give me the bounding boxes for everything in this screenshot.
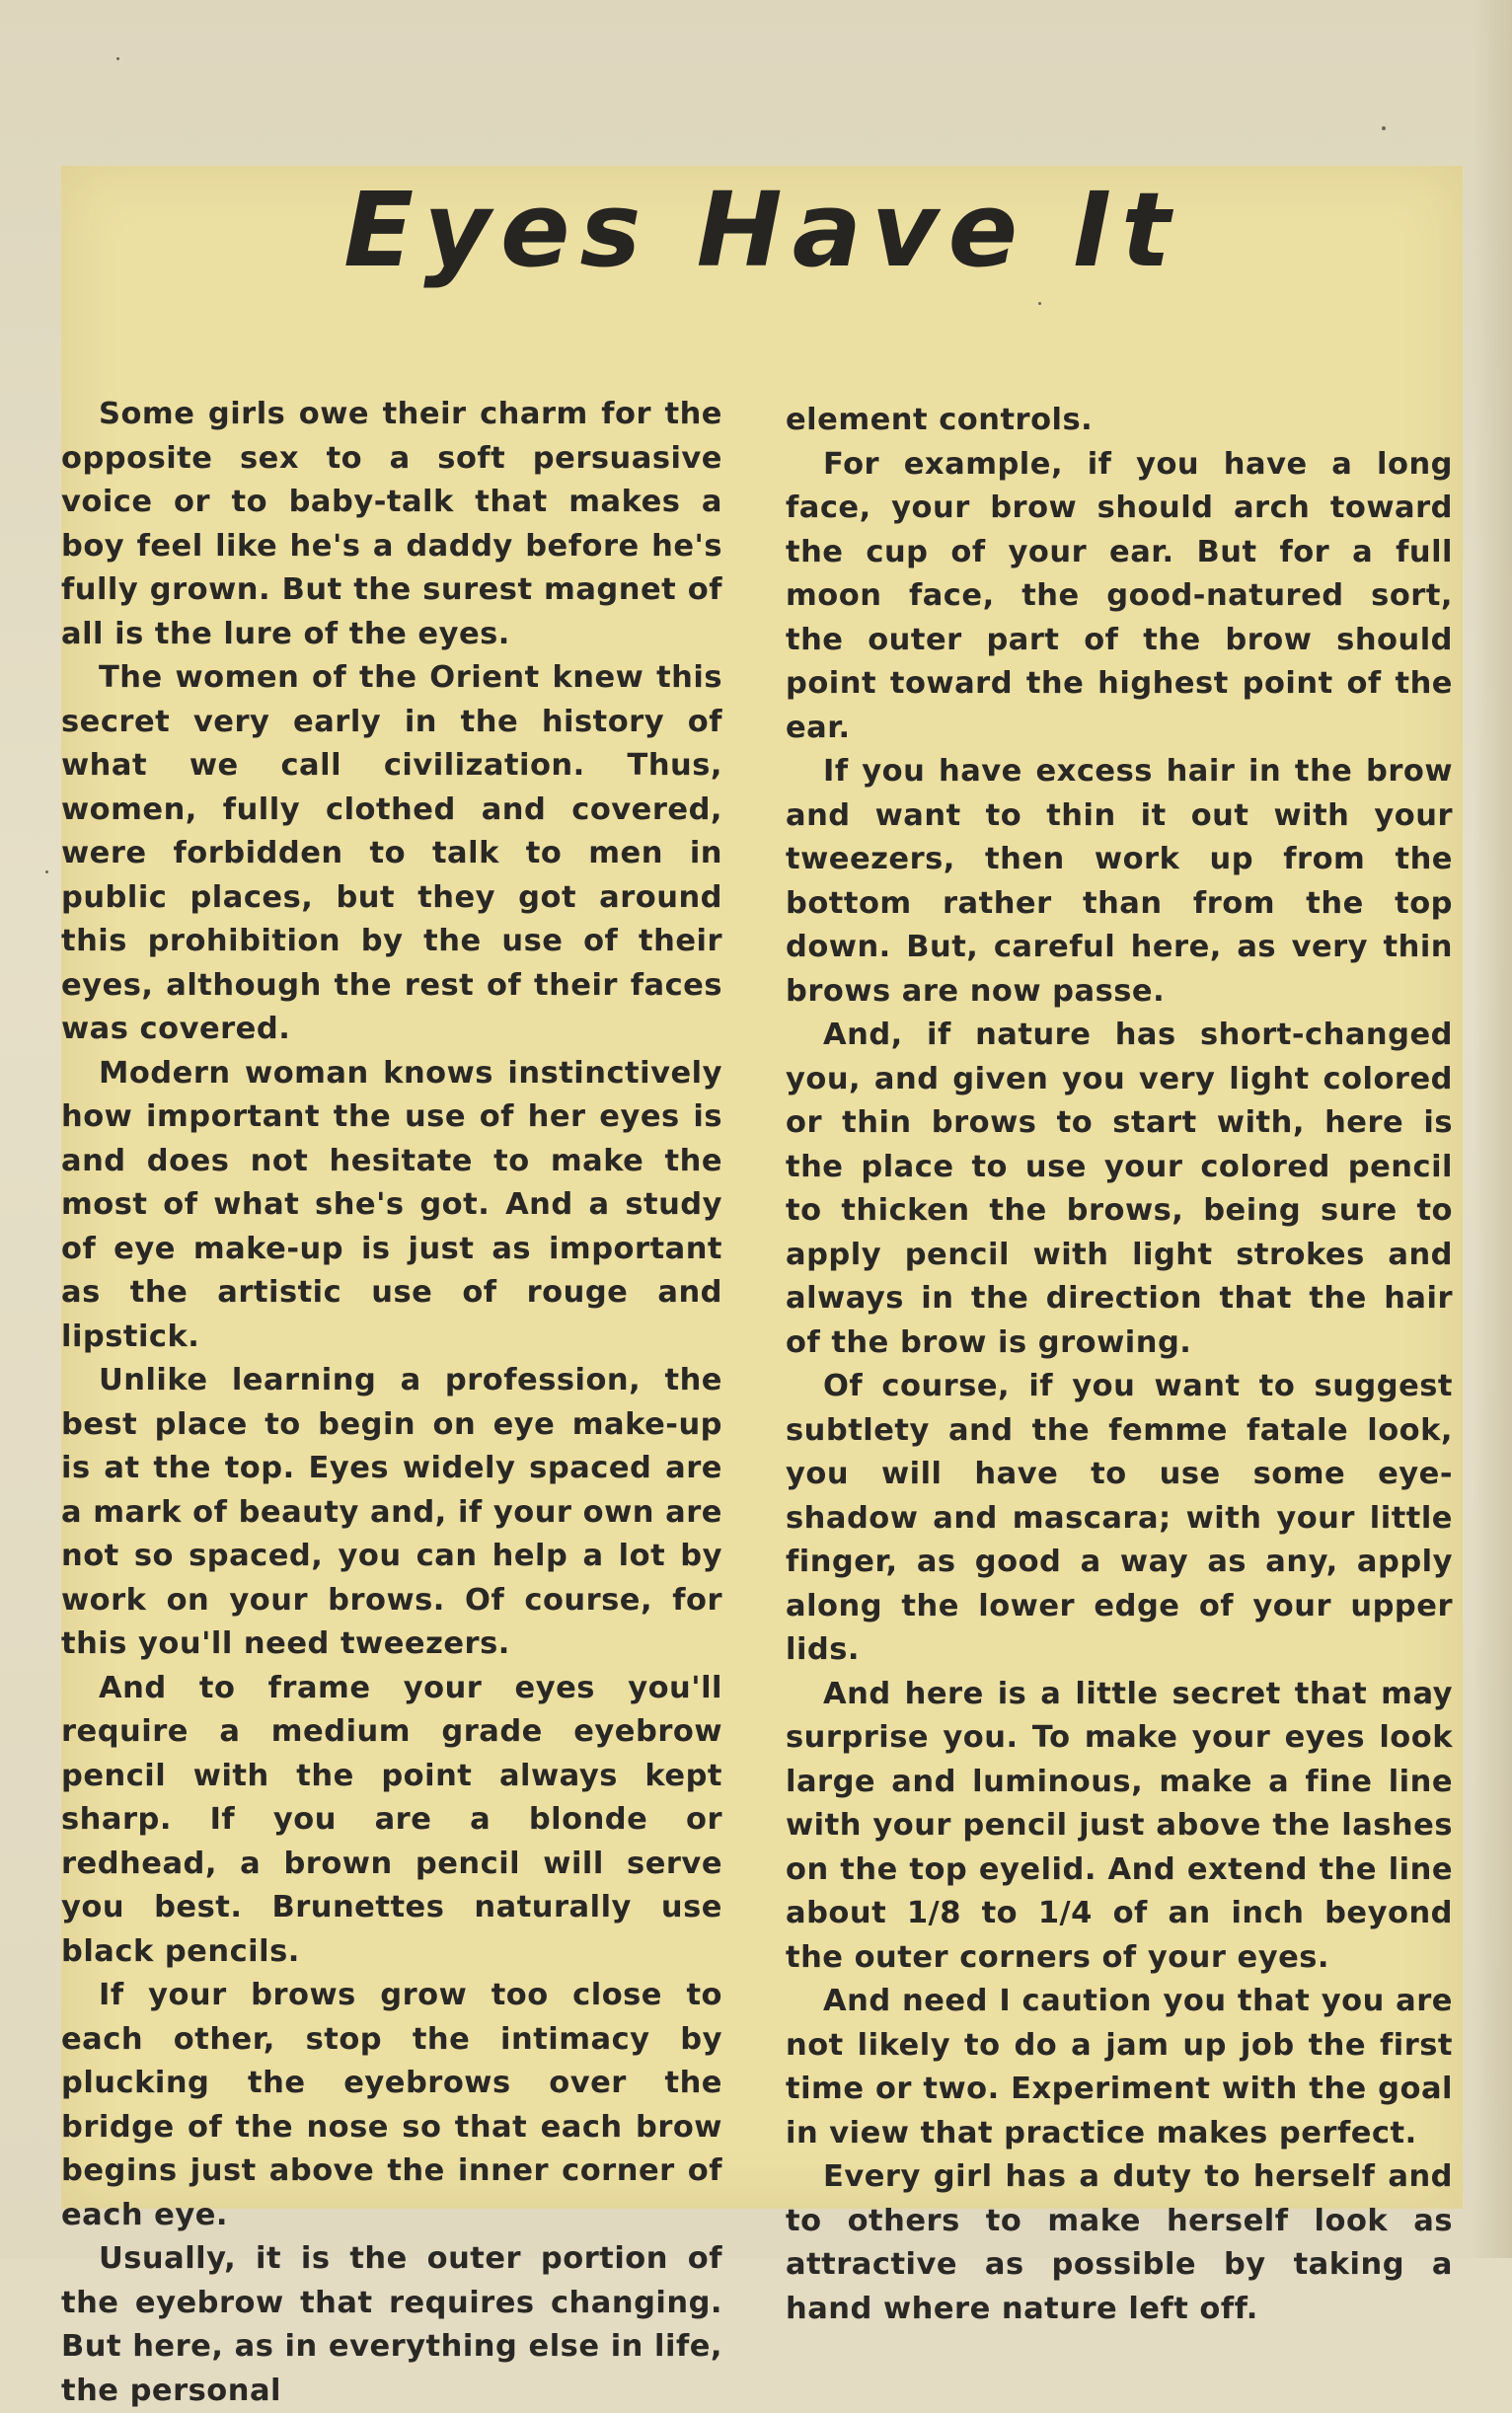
article-paragraph: Some girls owe their charm for the opposite sex to a soft persuasive voice or to baby-talk that makes a boy feel like he's a daddy before he's fully grown. But the surest magnet of all is the lure of the eyes. bbox=[61, 397, 722, 651]
article-right-column bbox=[786, 399, 1453, 2331]
print-speck bbox=[116, 57, 119, 60]
article-left-column bbox=[61, 393, 722, 2413]
print-speck bbox=[1382, 126, 1386, 130]
article-paragraph: Every girl has a duty to herself and to others to make herself look as attractive as possible by taking a hand where nature left off. bbox=[786, 2159, 1453, 2326]
article-paragraph-continuation: element controls. bbox=[786, 403, 1094, 437]
article-paragraph: Of course, if you want to suggest subtlety and the femme fatale look, you will have to use some eye-shadow and mascara; with your little finger, as good a way as any, apply along the lower edge of your upper lids. bbox=[786, 1369, 1453, 1667]
article-paragraph: Unlike learning a profession, the best place to begin on eye make-up is at the top. Eyes widely spaced are a mark of beauty and, if your own are not so spaced, you can help a lot by work on your brows. Of course, for this you'll need tweezers. bbox=[61, 1363, 722, 1661]
article-paragraph: Usually, it is the outer portion of the eyebrow that requires changing. But here, as in everything else in life, the personal bbox=[61, 2241, 722, 2408]
page-edge-shadow bbox=[1473, 0, 1512, 2258]
article-title: Eyes Have It bbox=[343, 170, 1180, 290]
print-speck bbox=[1038, 302, 1041, 305]
article-paragraph: If you have excess hair in the brow and want to thin it out with your tweezers, then work up from the bottom rather than from the top down. But, careful here, as very thin brows are now passe. bbox=[786, 754, 1453, 1009]
print-speck bbox=[45, 870, 48, 873]
article-paragraph: The women of the Orient knew this secret very early in the history of what we call civilization. Thus, women, fully clothed and covered, were forbidden to talk to men in public places, but they got around this prohibition by the use of their eyes, although the rest of their faces was covered. bbox=[61, 660, 722, 1046]
article-paragraph: And to frame your eyes you'll require a medium grade eyebrow pencil with the point always kept sharp. If you are a blonde or redhead, a brown pencil will serve you best. Brunettes naturally use black pencils. bbox=[61, 1670, 722, 1969]
article-paragraph: For example, if you have a long face, your brow should arch toward the cup of your ear. But for a full moon face, the good-natured sort, the outer part of the brow should point toward the highest point of the ear. bbox=[786, 446, 1453, 745]
article-paragraph: If your brows grow too close to each other, stop the intimacy by plucking the eyebrows over the bridge of the nose so that each brow begins just above the inner corner of each eye. bbox=[61, 1978, 722, 2232]
article-paragraph: And need I caution you that you are not likely to do a jam up job the first time or two. Experiment with the goal in view that practice makes perfect. bbox=[786, 1984, 1453, 2150]
article-paragraph: Modern woman knows instinctively how important the use of her eyes is and does not hesitate to make the most of what she's got. And a study of eye make-up is just as important as the artistic use of rouge and lipstick. bbox=[61, 1055, 722, 1354]
article-paragraph: And, if nature has short-changed you, and given you very light colored or thin brows to start with, here is the place to use your colored pencil to thicken the brows, being sure to apply pencil with light strokes and always in the direction that the hair of the brow is growing. bbox=[786, 1018, 1453, 1360]
article-paragraph: And here is a little secret that may surprise you. To make your eyes look large and luminous, make a fine line with your pencil just above the lashes on the top eyelid. And extend the line about 1/8 to 1/4 of an inch beyond the outer corners of your eyes. bbox=[786, 1676, 1453, 1975]
